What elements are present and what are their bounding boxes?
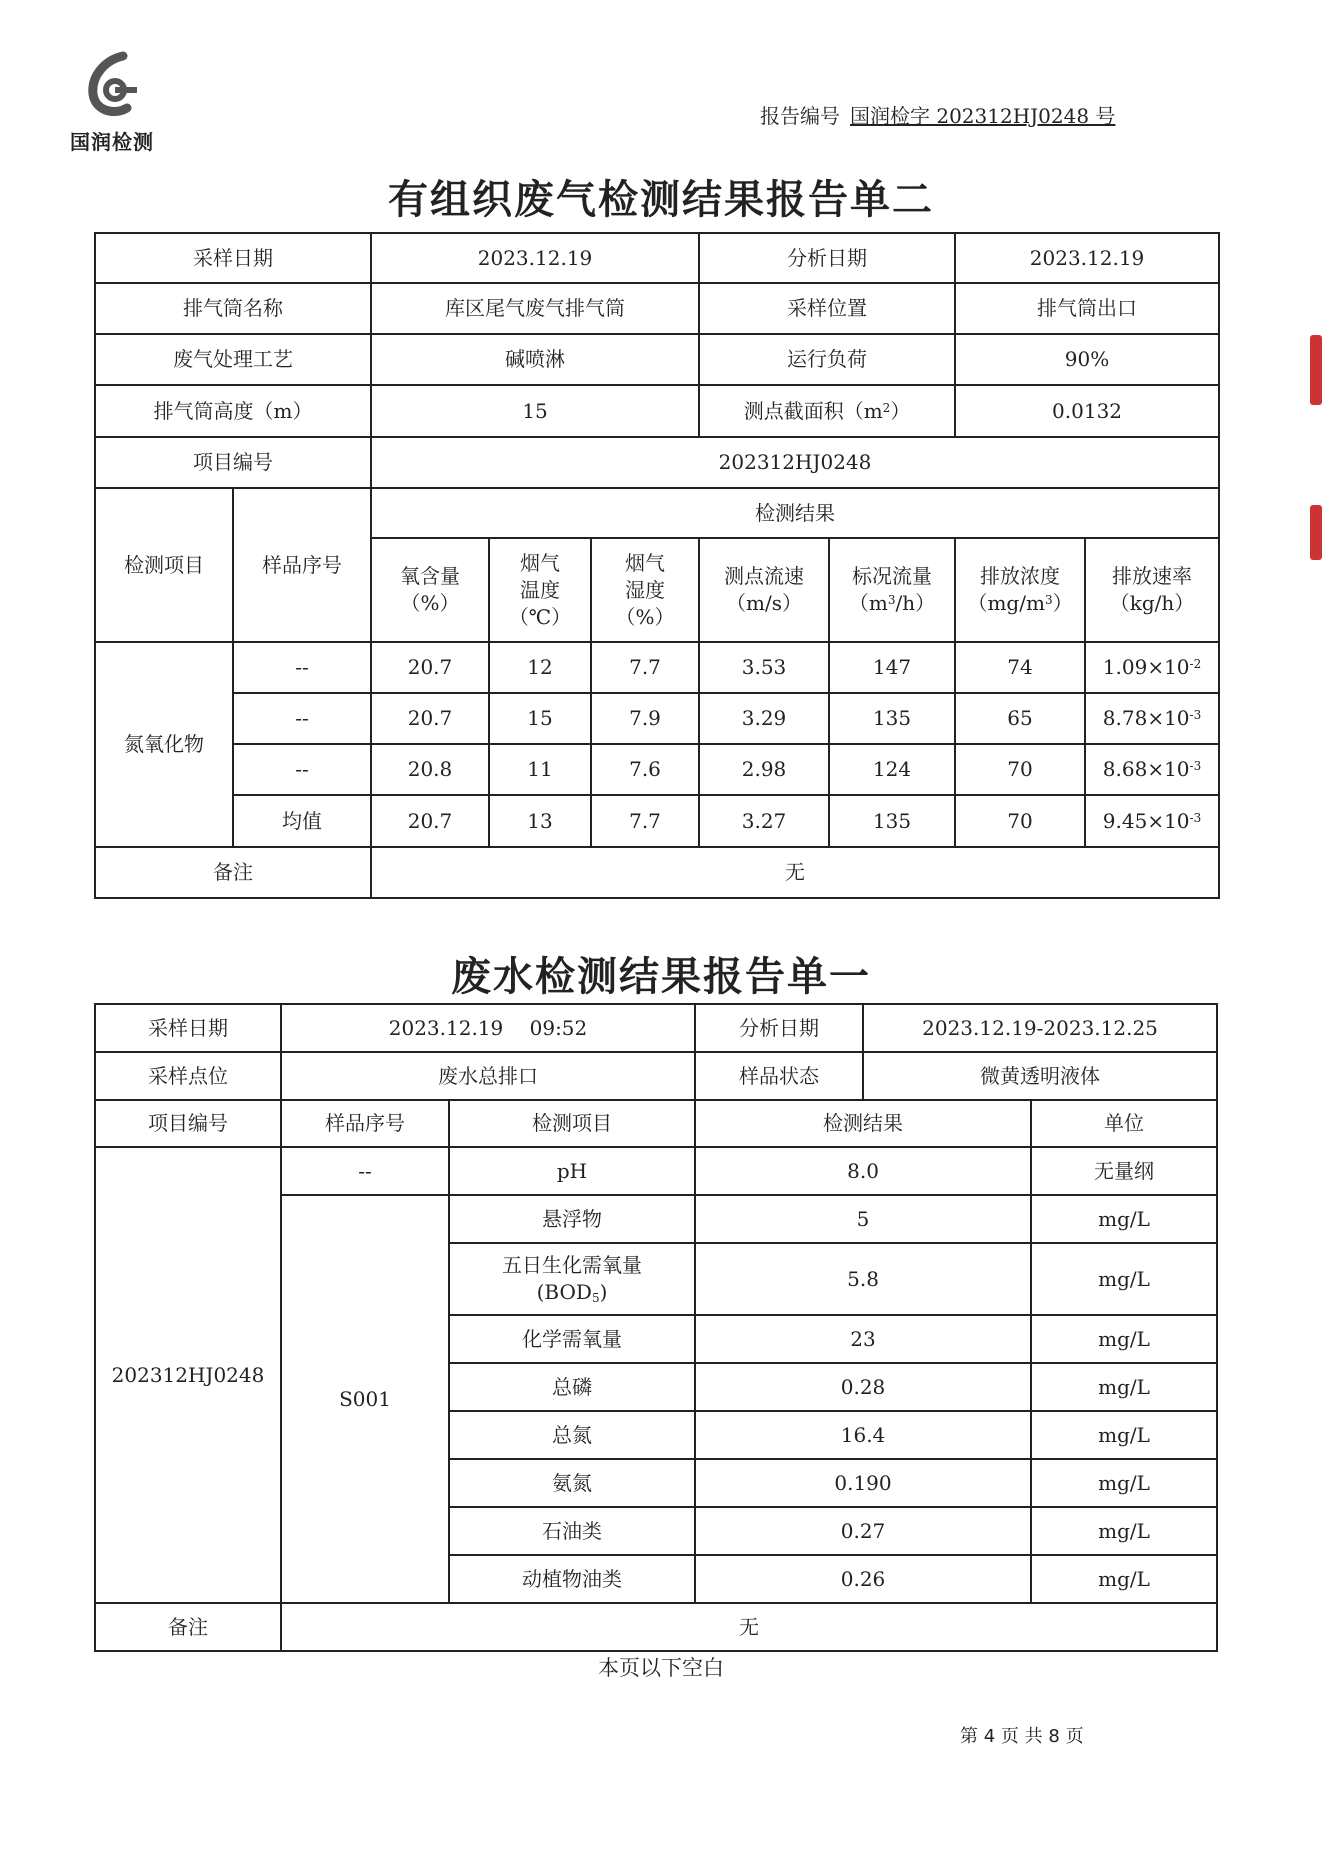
velocity-cell: 3.53 [699, 642, 829, 693]
process-label: 废气处理工艺 [95, 334, 371, 385]
analysis-date-label: 分析日期 [695, 1004, 863, 1052]
oxygen-header: 氧含量 （%） [371, 538, 489, 642]
flow-cell: 147 [829, 642, 955, 693]
analysis-date-label: 分析日期 [699, 233, 955, 283]
unit-cell: 无量纲 [1031, 1147, 1217, 1195]
result-cell: 0.190 [695, 1459, 1031, 1507]
sample-number-header: 样品序号 [233, 488, 371, 642]
flow-cell: 135 [829, 693, 955, 744]
sampling-date-value: 2023.12.19 09:52 [281, 1004, 695, 1052]
unit-cell: mg/L [1031, 1507, 1217, 1555]
unit-cell: mg/L [1031, 1315, 1217, 1363]
analysis-date-value: 2023.12.19 [955, 233, 1219, 283]
logo-text: 国润检测 [70, 130, 154, 154]
section-area-label: 测点截面积$(m^2)$ [699, 385, 955, 437]
result-cell: 0.28 [695, 1363, 1031, 1411]
remark-label: 备注 [95, 847, 371, 898]
result-header: 检测结果 [695, 1100, 1031, 1147]
flow-cell: 135 [829, 795, 955, 847]
result-cell: 5 [695, 1195, 1031, 1243]
item-cell: 总磷 [449, 1363, 695, 1411]
temperature-cell: 15 [489, 693, 591, 744]
remark-value: 无 [281, 1603, 1217, 1651]
sample-number-value: S001 [281, 1195, 449, 1603]
concentration-cell: 74 [955, 642, 1085, 693]
result-cell: 16.4 [695, 1411, 1031, 1459]
rate-cell: $9.45\times 10^{-3}$ [1085, 795, 1219, 847]
table-row [95, 693, 1219, 744]
water-report-title: 废水检测结果报告单一 [451, 954, 871, 1000]
item-cell: 石油类 [449, 1507, 695, 1555]
temperature-header: 烟气 温度 （℃） [489, 538, 591, 642]
unit-cell: mg/L [1031, 1363, 1217, 1411]
flow-cell: 124 [829, 744, 955, 795]
sampling-point-label: 采样点位 [95, 1052, 281, 1100]
result-cell: 0.26 [695, 1555, 1031, 1603]
sample-cell: -- [233, 642, 371, 693]
stack-height-label: 排气筒高度（m） [95, 385, 371, 437]
sampling-point-value: 废水总排口 [281, 1052, 695, 1100]
table-row [95, 1147, 1217, 1195]
oxygen-cell: 20.7 [371, 642, 489, 693]
flow-header: 标况流量 $(m^3/h)$ [829, 538, 955, 642]
unit-cell: mg/L [1031, 1459, 1217, 1507]
rate-cell: $1.09\times 10^{-2}$ [1085, 642, 1219, 693]
project-number-header: 项目编号 [95, 1100, 281, 1147]
sampling-position-value: 排气筒出口 [955, 283, 1219, 334]
seal-mark [1310, 505, 1322, 560]
temperature-cell: 12 [489, 642, 591, 693]
sample-cell: -- [233, 693, 371, 744]
sample-state-value: 微黄透明液体 [863, 1052, 1217, 1100]
unit-cell: mg/L [1031, 1555, 1217, 1603]
humidity-cell: 7.7 [591, 795, 699, 847]
gas-report-title: 有组织废气检测结果报告单二 [388, 177, 934, 223]
concentration-header: 排放浓度 $(mg/m^3)$ [955, 538, 1085, 642]
table-row [95, 744, 1219, 795]
section-area-value: 0.0132 [955, 385, 1219, 437]
item-cell: 动植物油类 [449, 1555, 695, 1603]
report-number-value: 国润检字 202312HJ0248 号 [850, 104, 1116, 128]
page-number: 第 4 页 共 8 页 [960, 1726, 1084, 1747]
item-cell: 化学需氧量 [449, 1315, 695, 1363]
test-item-header: 检测项目 [449, 1100, 695, 1147]
humidity-cell: 7.7 [591, 642, 699, 693]
sampling-position-label: 采样位置 [699, 283, 955, 334]
unit-cell: mg/L [1031, 1195, 1217, 1243]
table-row [95, 642, 1219, 693]
sampling-date-label: 采样日期 [95, 233, 371, 283]
concentration-cell: 70 [955, 795, 1085, 847]
gas-report-table [94, 232, 1220, 899]
project-number-value: 202312HJ0248 [371, 437, 1219, 488]
test-item-header: 检测项目 [95, 488, 233, 642]
item-name: 氮氧化物 [95, 642, 233, 847]
oxygen-cell: 20.8 [371, 744, 489, 795]
velocity-header: 测点流速 （m/s） [699, 538, 829, 642]
item-cell: 氨氮 [449, 1459, 695, 1507]
sampling-date-value: 2023.12.19 [371, 233, 699, 283]
item-cell: pH [449, 1147, 695, 1195]
report-number [760, 100, 1115, 129]
table-row [95, 795, 1219, 847]
sample-number-header: 样品序号 [281, 1100, 449, 1147]
report-number-label: 报告编号 [760, 104, 840, 128]
velocity-cell: 3.27 [699, 795, 829, 847]
rate-cell: $8.78\times 10^{-3}$ [1085, 693, 1219, 744]
result-cell: 8.0 [695, 1147, 1031, 1195]
water-report-table [94, 1003, 1218, 1652]
concentration-cell: 65 [955, 693, 1085, 744]
concentration-cell: 70 [955, 744, 1085, 795]
remark-value: 无 [371, 847, 1219, 898]
result-cell: 0.27 [695, 1507, 1031, 1555]
item-cell: 悬浮物 [449, 1195, 695, 1243]
velocity-cell: 2.98 [699, 744, 829, 795]
unit-cell: mg/L [1031, 1411, 1217, 1459]
load-value: 90% [955, 334, 1219, 385]
sample-state-label: 样品状态 [695, 1052, 863, 1100]
project-number-value: 202312HJ0248 [95, 1147, 281, 1603]
item-cell: 五日生化需氧量 $(BOD_5)$ [449, 1243, 695, 1315]
sample-cell: -- [233, 744, 371, 795]
unit-cell: mg/L [1031, 1243, 1217, 1315]
stack-name-value: 库区尾气废气排气筒 [371, 283, 699, 334]
oxygen-cell: 20.7 [371, 693, 489, 744]
remark-label: 备注 [95, 1603, 281, 1651]
project-number-label: 项目编号 [95, 437, 371, 488]
blank-note: 本页以下空白 [598, 1656, 724, 1680]
process-value: 碱喷淋 [371, 334, 699, 385]
temperature-cell: 13 [489, 795, 591, 847]
oxygen-cell: 20.7 [371, 795, 489, 847]
humidity-header: 烟气 湿度 （%） [591, 538, 699, 642]
rate-cell: $8.68\times 10^{-3}$ [1085, 744, 1219, 795]
humidity-cell: 7.6 [591, 744, 699, 795]
stack-name-label: 排气筒名称 [95, 283, 371, 334]
logo-icon [77, 50, 147, 120]
company-logo [62, 50, 162, 155]
unit-header: 单位 [1031, 1100, 1217, 1147]
analysis-date-value: 2023.12.19-2023.12.25 [863, 1004, 1217, 1052]
sampling-date-label: 采样日期 [95, 1004, 281, 1052]
stack-height-value: 15 [371, 385, 699, 437]
result-cell: 5.8 [695, 1243, 1031, 1315]
results-header: 检测结果 [371, 488, 1219, 538]
humidity-cell: 7.9 [591, 693, 699, 744]
item-cell: 总氮 [449, 1411, 695, 1459]
sample-cell: -- [281, 1147, 449, 1195]
load-label: 运行负荷 [699, 334, 955, 385]
sample-cell: 均值 [233, 795, 371, 847]
result-cell: 23 [695, 1315, 1031, 1363]
rate-header: 排放速率 （kg/h） [1085, 538, 1219, 642]
seal-mark [1310, 335, 1322, 405]
velocity-cell: 3.29 [699, 693, 829, 744]
temperature-cell: 11 [489, 744, 591, 795]
